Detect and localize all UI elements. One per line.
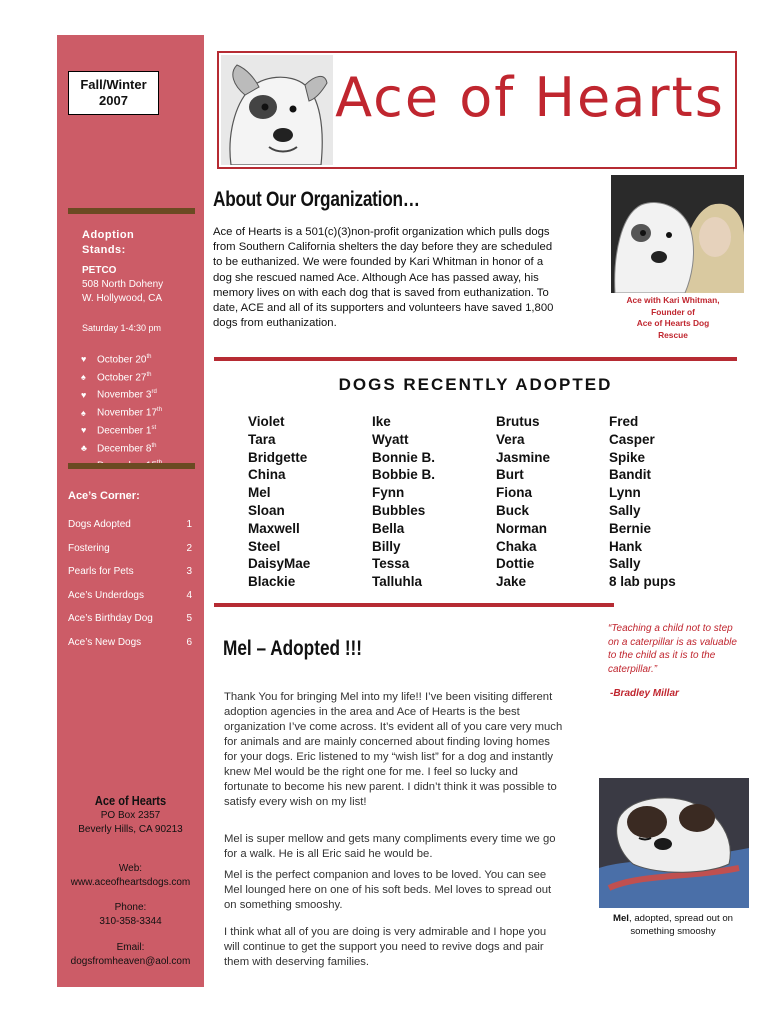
dog-name: Mel — [248, 485, 271, 501]
ace-kari-photo — [611, 175, 744, 293]
dog-name: Jasmine — [496, 449, 551, 465]
dog-name-column — [372, 413, 435, 591]
dog-name: Tessa — [372, 556, 410, 572]
date-item: ♥ December 1st — [81, 424, 157, 437]
dog-name: Bandit — [609, 467, 651, 483]
section-divider — [214, 357, 737, 361]
dog-name: 8 lab pups — [609, 574, 676, 590]
dog-name: Sloan — [248, 502, 285, 518]
masthead-title: Ace of Hearts — [335, 66, 725, 129]
mel-heading: Mel – Adopted !!! — [223, 637, 363, 660]
season-line-2: 2007 — [99, 93, 128, 108]
dog-name: Bonnie B. — [372, 449, 435, 465]
dog-name: China — [248, 467, 286, 483]
org-web: Web: www.aceofheartsdogs.com — [57, 862, 204, 890]
heart-icon: ♥ — [81, 389, 87, 400]
article-paragraph: I think what all of you are doing is very admirable and I hope you will continue to get the support you need to revive dogs and pair them with deserving families. — [224, 926, 547, 968]
date-item: ♣ December 8th — [81, 442, 157, 454]
article-paragraph: Thank You for bringing Mel into my life!! I’ve been visiting different adoption agencies in the area and Ace of Hearts is the best organization I’ve come across. It’s evident all of you care very much for animals and are mainly concerned about finding loving homes for your dogs. Eric listened to my “wish list” for a dog and instantly knew Mel would be the right one for me. I feel so lucky and fortunate to become his new parent. I didn’t think it was possible to satisfy every wish on my list! — [224, 691, 563, 808]
dog-name: DaisyMae — [248, 556, 311, 572]
contents-item: Pearls for Pets 3 — [68, 566, 192, 577]
org-name: Ace of Hearts — [94, 793, 167, 808]
heart-icon: ♥ — [81, 354, 87, 365]
org-phone: Phone: 310-358-3344 — [99, 902, 162, 927]
dog-name: Steel — [248, 538, 281, 554]
venue-name: PETCO — [82, 265, 117, 276]
photo-caption: Ace with Kari Whitman, Founder of Ace of Hearts Dog Rescue — [626, 295, 720, 340]
about-body: Ace of Hearts is a 501(c)(3)non-profit organization which pulls dogs from Southern California shelters the day before they are scheduled to be euthanized. We were founded by Kari Whitman in honor of a dog she rescued named Ace. Although Ace has passed away, his memory lives on with each dog that is saved from euthanization. To date, ACE and all of its supporters and volunteers have saved 1,800 dogs from euthanization. — [213, 226, 554, 330]
dog-name: Bridgette — [248, 449, 308, 465]
date-item: ♥ October 20th — [81, 354, 152, 366]
article-paragraph: Mel is the perfect companion and loves to be loved. You can see Mel lounged here on one of his soft beds. Mel loves to spread out on something smooshy. — [224, 869, 552, 911]
date-item: ♥ November 3rd — [81, 389, 157, 401]
contents-item: Fostering 2 — [68, 542, 192, 554]
spade-icon: ♠ — [81, 407, 86, 418]
dog-name: Jake — [496, 574, 527, 590]
dog-name: Billy — [372, 538, 401, 554]
about-heading: About Our Organization… — [213, 188, 420, 211]
org-email: Email: dogsfromheaven@aol.com — [57, 941, 204, 969]
email-link[interactable]: dogsfromheaven@aol.com — [70, 956, 191, 967]
divider-bar — [68, 463, 195, 469]
dog-name: Norman — [496, 520, 548, 536]
dog-name: Vera — [496, 431, 525, 447]
article-paragraph: Mel is super mellow and gets many compliments every time we go for a walk. He is all Eric said he would be. — [224, 833, 556, 860]
adoption-stands-heading: Adoption Stands: — [82, 229, 135, 256]
quote-author: -Bradley Millar — [610, 688, 679, 699]
season-line-1: Fall/Winter — [80, 77, 147, 92]
dog-name-column — [248, 413, 310, 591]
photo-caption: Mel, adopted, spread out on something smooshy — [612, 913, 733, 937]
date-item: ♠ November 17th — [81, 407, 163, 419]
divider-bar — [68, 208, 195, 214]
venue-address: PETCO 508 North Doheny W. Hollywood, CA — [82, 264, 194, 306]
contents-item: Ace’s Birthday Dog 5 — [68, 613, 192, 624]
dog-name: Sally — [609, 502, 641, 518]
club-icon: ♣ — [81, 443, 87, 453]
org-address: PO Box 2357 Beverly Hills, CA 90213 — [78, 810, 183, 835]
venue-hours: Saturday 1-4:30 pm — [82, 323, 162, 333]
contents-item: Ace’s Underdogs 4 — [68, 589, 192, 601]
sidebar — [57, 35, 204, 987]
dog-name: Lynn — [609, 485, 641, 501]
web-link[interactable]: www.aceofheartsdogs.com — [70, 877, 191, 888]
dog-name: Talluhla — [372, 574, 423, 590]
pull-quote: “Teaching a child not to step on a caterpillar is as valuable to the child as it is to the caterpillar.” — [608, 623, 737, 675]
contents-list — [68, 519, 192, 660]
dog-name: Bernie — [609, 520, 652, 536]
dog-name: Fynn — [372, 485, 405, 501]
dog-name: Hank — [609, 538, 643, 554]
dog-name: Casper — [609, 431, 655, 447]
dog-name: Tara — [248, 431, 276, 447]
spade-icon: ♠ — [81, 372, 86, 383]
date-list — [81, 350, 196, 474]
dog-name: Bella — [372, 520, 405, 536]
mel-dog-photo — [599, 778, 749, 908]
dog-name: Sally — [609, 556, 641, 572]
dog-name-column — [496, 413, 550, 591]
dog-name: Spike — [609, 449, 646, 465]
aces-corner-heading: Ace’s Corner: — [68, 490, 140, 502]
dog-name-column — [609, 413, 676, 591]
dog-name: Ike — [372, 414, 391, 429]
dog-name: Burt — [496, 467, 524, 483]
dog-name: Chaka — [496, 538, 537, 554]
dog-name: Maxwell — [248, 520, 300, 536]
dog-name: Dottie — [496, 556, 535, 572]
dogs-adopted-heading: DOGS RECENTLY ADOPTED — [338, 375, 613, 394]
dog-name: Violet — [248, 414, 285, 429]
contents-item: Dogs Adopted 1 — [68, 519, 192, 530]
dog-name: Bobbie B. — [372, 467, 435, 483]
section-divider — [214, 603, 614, 607]
date-item: ♠ October 27th — [81, 371, 152, 384]
dog-name: Wyatt — [372, 431, 409, 447]
season-box — [68, 71, 159, 115]
heart-icon: ♥ — [81, 425, 87, 436]
dog-name: Brutus — [496, 414, 540, 429]
dog-name: Blackie — [248, 574, 296, 590]
dog-name: Fiona — [496, 485, 532, 501]
dog-photo-ace — [221, 55, 333, 165]
dog-name: Buck — [496, 502, 530, 518]
dog-name: Bubbles — [372, 502, 426, 518]
dog-name: Fred — [609, 414, 639, 429]
contents-item: Ace’s New Dogs 6 — [68, 636, 192, 648]
